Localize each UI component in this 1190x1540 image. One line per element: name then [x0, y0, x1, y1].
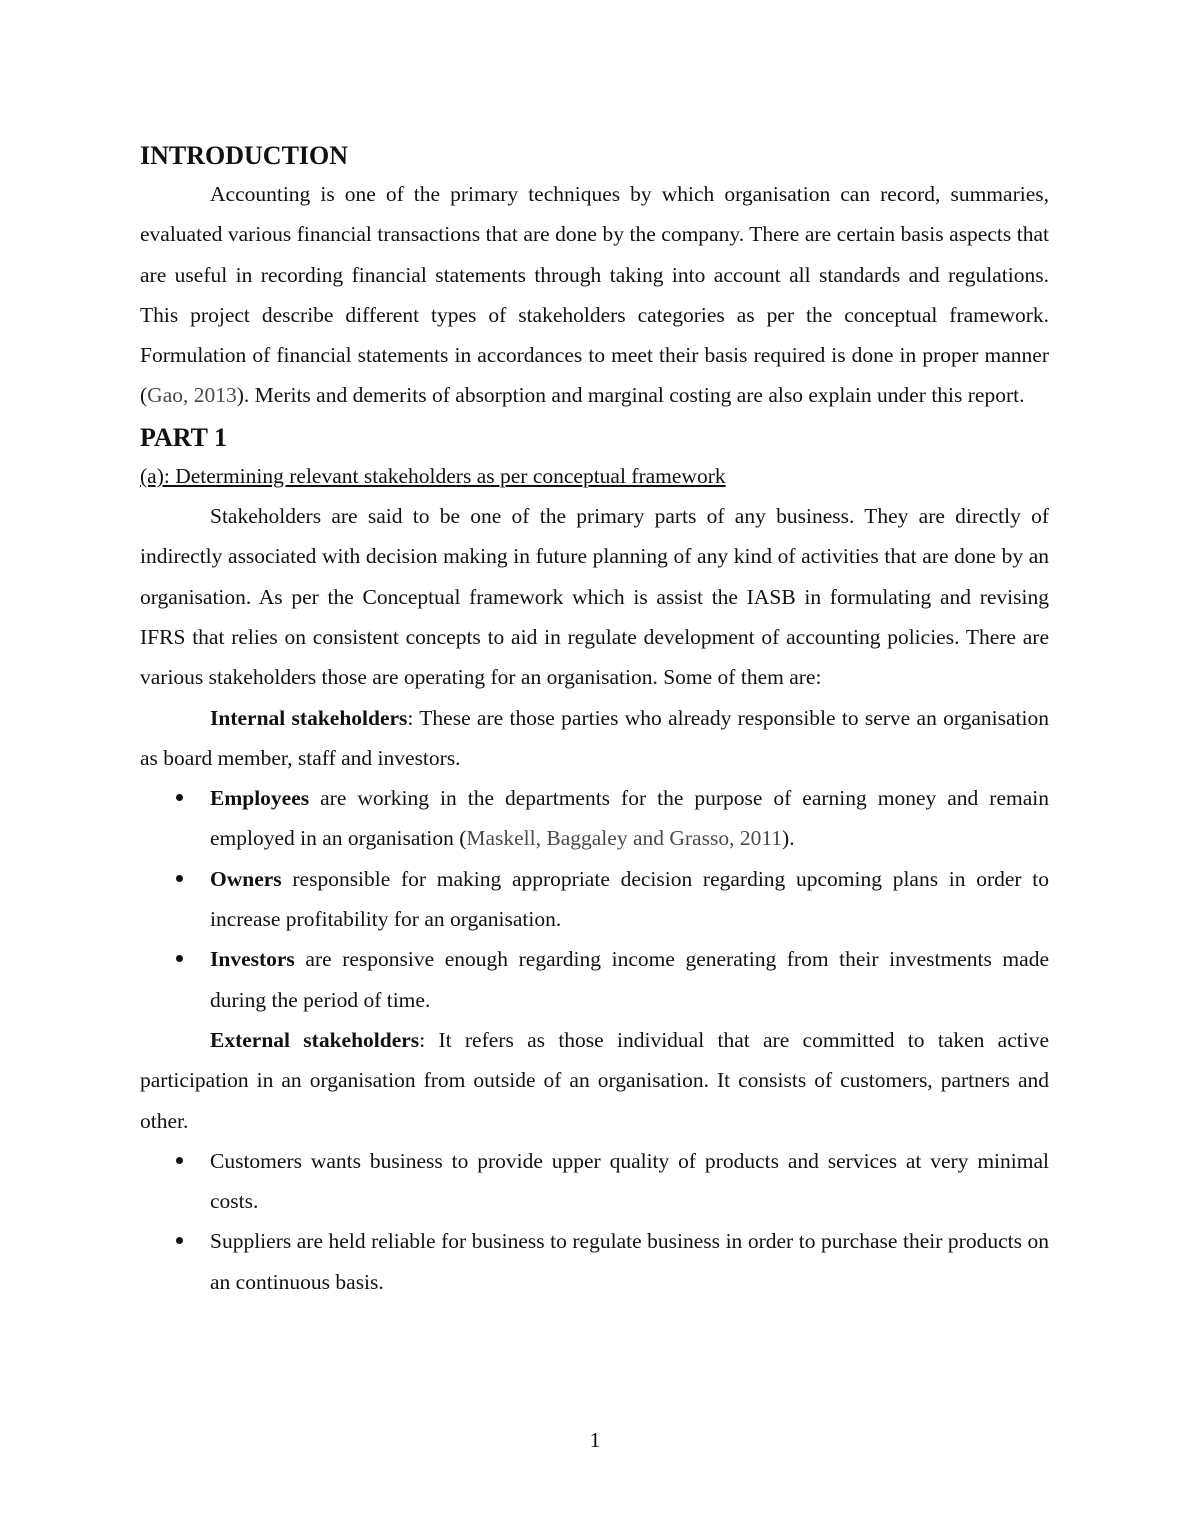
stakeholders-paragraph: Stakeholders are said to be one of the primary parts of any business. They are directly of indirectly associated with decision making in future planning of any kind of activities that are done by an organisation. As per the Conceptual framework which is assist the IASB in formulating and revising IFRS that relies on consistent concepts to aid in regulate development of accounting policies. There are various stakeholders those are operating for an organisation. Some of them are: [140, 504, 1049, 690]
introduction-paragraph: Accounting is one of the primary techniques by which organisation can record, summaries, evaluated various financial transactions that are done by the company. There are certain basis aspects that are useful in recording financial statements through taking into account all standards and regulations. This project describe different types of stakeholders categories as per the conceptual framework. Formulation of financial statements in accordances to meet their basis required is done in proper manner (Gao, 2013). Merits and demerits of absorption and marginal costing are also explain under this report. [140, 182, 1049, 408]
list-item: Employees are working in the departments for the purpose of earning money and remain employed in an organisation (Maskell, Baggaley and Grasso, 2011). [140, 778, 1049, 859]
list-item: Suppliers are held reliable for business to regulate business in order to purchase their products on an continuous basis. [140, 1221, 1049, 1302]
internal-stakeholders-paragraph: Internal stakeholders: These are those parties who already responsible to serve an organisation as board member, staff and investors. [140, 705, 1050, 770]
bullet-icon [176, 794, 183, 801]
external-stakeholders-list [140, 1141, 1049, 1302]
list-item: Owners responsible for making appropriate decision regarding upcoming plans in order to increase profitability for an organisation. [140, 859, 1049, 940]
introduction-heading: INTRODUCTION [140, 141, 349, 170]
part1-heading: PART 1 [140, 422, 227, 452]
citation: Gao, 2013 [147, 383, 237, 408]
list-item: Investors are responsive enough regarding income generating from their investments made during the period of time. [140, 939, 1049, 1020]
bullet-icon [176, 955, 183, 962]
internal-stakeholders-list [140, 778, 1049, 1020]
page-number: 1 [589, 1428, 601, 1452]
citation: Maskell, Baggaley and Grasso, 2011 [466, 826, 783, 851]
bullet-icon [176, 1157, 183, 1164]
document-page [140, 138, 1049, 1302]
bullet-icon [176, 1237, 183, 1244]
external-stakeholders-paragraph: External stakeholders: It refers as those individual that are committed to taken active participation in an organisation from outside of an organisation. It consists of customers, partners and other. [140, 1027, 1049, 1133]
list-item: Customers wants business to provide upper quality of products and services at very minimal costs. [140, 1141, 1049, 1222]
part1-subheading: (a): Determining relevant stakeholders as per conceptual framework [140, 463, 726, 488]
bullet-icon [176, 875, 183, 882]
